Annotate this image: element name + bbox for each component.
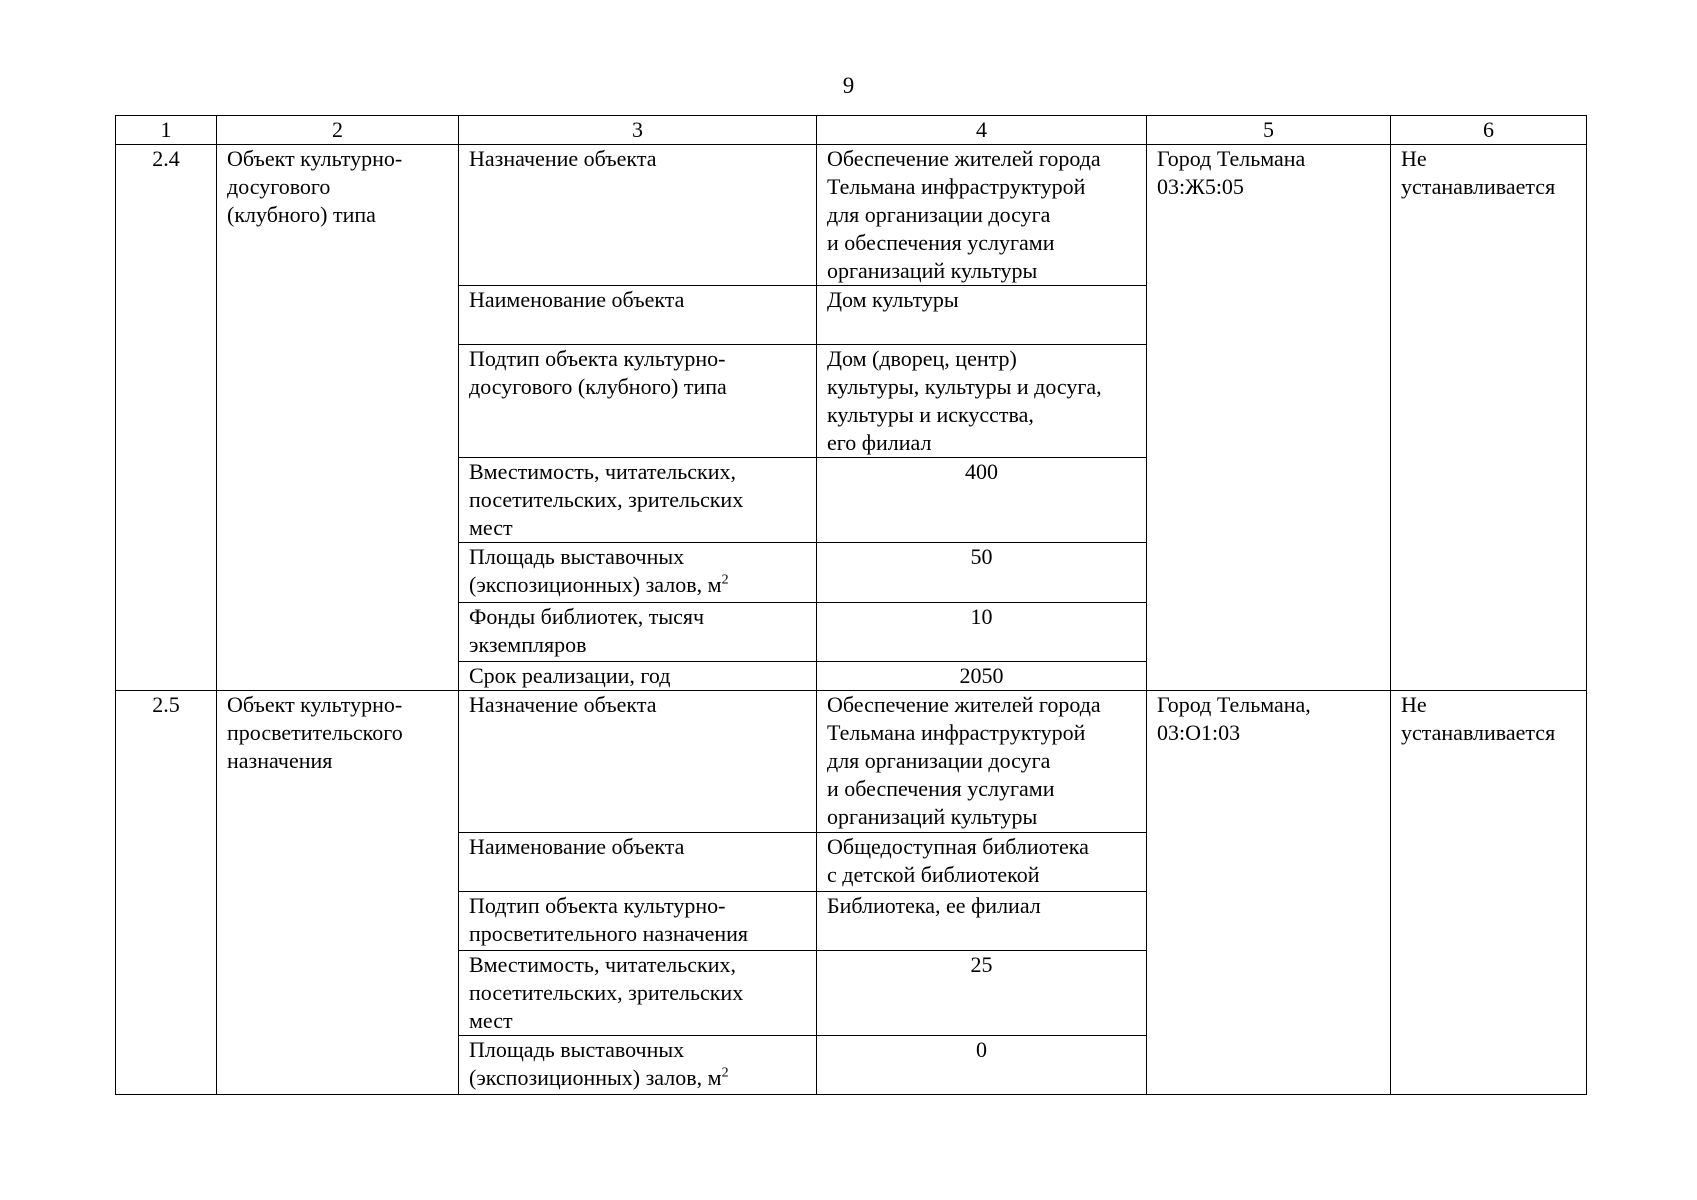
- parameter-name: Вместимость, читательских, посетительских, зрительских мест: [459, 458, 817, 543]
- parameter-name: [459, 543, 817, 603]
- column-header-3: 3: [459, 116, 817, 145]
- planning-table: [115, 115, 1587, 1095]
- parameter-value: 2050: [817, 662, 1147, 691]
- parameter-value: 50: [817, 543, 1147, 603]
- column-header-5: 5: [1147, 116, 1391, 145]
- parameter-name: Подтип объекта культурно- досугового (клубного) типа: [459, 345, 817, 458]
- parameter-value: 0: [817, 1036, 1147, 1095]
- parameter-name: [459, 1036, 817, 1095]
- object-type: Объект культурно- досугового (клубного) типа: [217, 145, 459, 691]
- superscript: 2: [721, 1065, 729, 1081]
- parameter-value: Обеспечение жителей города Тельмана инфраструктурой для организации досуга и обеспечения услугами организаций культуры: [817, 145, 1147, 286]
- object-type: Объект культурно- просветительского назначения: [217, 691, 459, 1095]
- column-header-1: 1: [116, 116, 217, 145]
- parameter-value: Библиотека, ее филиал: [817, 892, 1147, 951]
- parameter-name: Назначение объекта: [459, 145, 817, 286]
- table-row: [116, 145, 1587, 286]
- parameter-value: Общедоступная библиотека с детской библиотекой: [817, 833, 1147, 892]
- parameter-name: Наименование объекта: [459, 286, 817, 345]
- parameter-name: Наименование объекта: [459, 833, 817, 892]
- parameter-value: 400: [817, 458, 1147, 543]
- parameter-value: Дом культуры: [817, 286, 1147, 345]
- row-number: 2.5: [116, 691, 217, 1095]
- superscript: 2: [721, 572, 729, 588]
- location: Город Тельмана 03:Ж5:05: [1147, 145, 1391, 691]
- column-header-2: 2: [217, 116, 459, 145]
- zone: Не устанавливается: [1391, 691, 1587, 1095]
- column-header-4: 4: [817, 116, 1147, 145]
- location: Город Тельмана, 03:О1:03: [1147, 691, 1391, 1095]
- page-number: 9: [842, 73, 855, 98]
- parameter-name: Вместимость, читательских, посетительских, зрительских мест: [459, 951, 817, 1036]
- parameter-value: 25: [817, 951, 1147, 1036]
- parameter-name: Срок реализации, год: [459, 662, 817, 691]
- parameter-name: Подтип объекта культурно- просветительного назначения: [459, 892, 817, 951]
- parameter-value: 10: [817, 603, 1147, 662]
- parameter-name-text: Площадь выставочных (экспозиционных) залов, м: [469, 1037, 722, 1090]
- parameter-value: Дом (дворец, центр) культуры, культуры и досуга, культуры и искусства, его филиал: [817, 345, 1147, 458]
- parameter-name: Назначение объекта: [459, 691, 817, 833]
- zone: Не устанавливается: [1391, 145, 1587, 691]
- table-row: [116, 691, 1587, 833]
- parameter-name-text: Площадь выставочных (экспозиционных) залов, м: [469, 544, 722, 597]
- table-header-row: [116, 116, 1587, 145]
- parameter-name: Фонды библиотек, тысяч экземпляров: [459, 603, 817, 662]
- column-header-6: 6: [1391, 116, 1587, 145]
- parameter-value: Обеспечение жителей города Тельмана инфраструктурой для организации досуга и обеспечения услугами организаций культуры: [817, 691, 1147, 833]
- row-number: 2.4: [116, 145, 217, 691]
